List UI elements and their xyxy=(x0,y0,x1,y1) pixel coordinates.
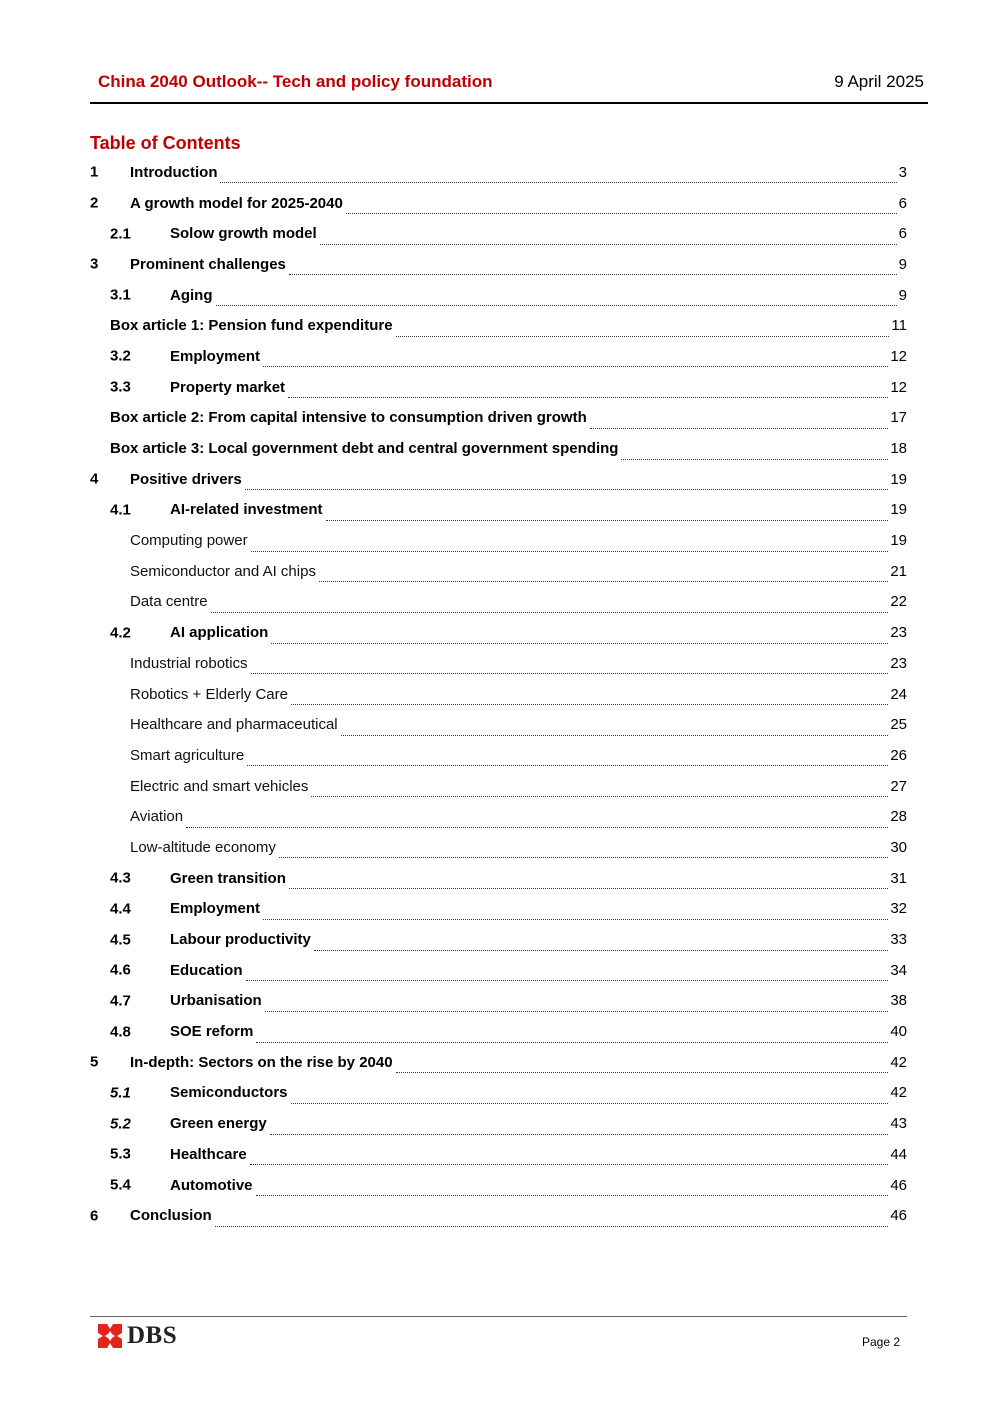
toc-entry-line xyxy=(170,894,907,925)
toc-entry-page[interactable]: 40 xyxy=(890,1023,907,1041)
toc-entry-line xyxy=(170,986,907,1017)
toc-entry-line xyxy=(130,525,907,556)
toc-entry[interactable] xyxy=(90,1139,907,1170)
toc-entry-label[interactable]: Labour productivity xyxy=(170,931,314,948)
toc-dot-leader xyxy=(251,536,889,552)
toc-entry-page[interactable]: 23 xyxy=(890,654,907,672)
toc-entry-label[interactable]: Green transition xyxy=(170,870,289,887)
toc-entry[interactable] xyxy=(90,832,907,863)
toc-entry-number: 6 xyxy=(90,1207,99,1225)
toc-entry-line xyxy=(170,1108,907,1139)
toc-entry[interactable] xyxy=(90,617,907,648)
toc-entry-line xyxy=(110,310,907,341)
toc-entry-line xyxy=(130,679,907,710)
toc-entry-label[interactable]: Conclusion xyxy=(130,1207,215,1224)
toc-entry-label[interactable]: Automotive xyxy=(170,1177,256,1194)
toc-entry-label[interactable]: Solow growth model xyxy=(170,225,320,242)
toc-entry-page[interactable]: 19 xyxy=(890,532,907,550)
toc-entry-label[interactable]: Positive drivers xyxy=(130,471,245,488)
toc-entry[interactable] xyxy=(90,1047,907,1078)
toc-entry-page[interactable]: 46 xyxy=(890,1176,907,1194)
toc-entry-page[interactable]: 19 xyxy=(890,470,907,488)
toc-entry-page[interactable]: 31 xyxy=(890,869,907,887)
toc-entry-number: 4.1 xyxy=(110,501,131,519)
toc-dot-leader xyxy=(396,1057,889,1073)
toc-dot-leader xyxy=(216,290,897,306)
toc-entry-line xyxy=(170,1170,907,1201)
toc-entry-page[interactable]: 46 xyxy=(890,1207,907,1225)
toc-entry-number: 1 xyxy=(90,163,99,181)
toc-entry-line xyxy=(130,1200,907,1231)
toc-entry[interactable] xyxy=(90,801,907,832)
toc-entry-page[interactable]: 33 xyxy=(890,931,907,949)
toc-entry-line xyxy=(130,801,907,832)
toc-entry[interactable] xyxy=(90,218,907,249)
toc-entry[interactable] xyxy=(90,556,907,587)
toc-dot-leader xyxy=(320,229,897,245)
toc-entry-line xyxy=(170,1139,907,1170)
toc-entry-number: 3.3 xyxy=(110,378,131,396)
toc-dot-leader xyxy=(250,1149,889,1165)
toc-entry-number: 2 xyxy=(90,194,99,212)
toc-entry-page[interactable]: 12 xyxy=(890,347,907,365)
toc-dot-leader xyxy=(621,444,888,460)
toc-entry-number: 4.5 xyxy=(110,931,131,949)
toc-entry-label[interactable]: Property market xyxy=(170,379,288,396)
toc-entry-line xyxy=(130,464,907,495)
toc-entry-page[interactable]: 25 xyxy=(890,716,907,734)
toc-entry-line xyxy=(110,403,907,434)
toc-entry-line xyxy=(130,1047,907,1078)
toc-entry-line xyxy=(110,433,907,464)
toc-entry-label[interactable]: Semiconductors xyxy=(170,1084,291,1101)
toc-entry-page[interactable]: 22 xyxy=(890,593,907,611)
toc-entry[interactable] xyxy=(90,310,907,341)
toc-entry-number: 4.2 xyxy=(110,624,131,642)
toc-dot-leader xyxy=(263,351,888,367)
toc-entry-number: 3 xyxy=(90,255,99,273)
toc-entry-line xyxy=(170,495,907,526)
footer-divider xyxy=(90,1316,907,1317)
toc-entry[interactable] xyxy=(90,464,907,495)
toc-dot-leader xyxy=(311,781,888,797)
toc-entry-number: 5 xyxy=(90,1053,99,1071)
toc-entry-page[interactable]: 17 xyxy=(890,409,907,427)
toc-entry-label[interactable]: Low-altitude economy xyxy=(130,839,279,856)
toc-entry-line xyxy=(170,617,907,648)
toc-entry-page[interactable]: 24 xyxy=(890,685,907,703)
toc-dot-leader xyxy=(186,812,888,828)
toc-entry[interactable] xyxy=(90,341,907,372)
toc-entry-line xyxy=(130,188,907,219)
toc-dot-leader xyxy=(271,628,888,644)
toc-entry-line xyxy=(130,587,907,618)
toc-entry-number: 4 xyxy=(90,470,99,488)
toc-entry-label[interactable]: AI application xyxy=(170,624,271,641)
toc-entry-label[interactable]: Introduction xyxy=(130,164,220,181)
toc-dot-leader xyxy=(289,259,897,275)
toc-entry-label[interactable]: In-depth: Sectors on the rise by 2040 xyxy=(130,1054,396,1071)
toc-entry-line xyxy=(170,280,907,311)
toc-entry-line xyxy=(130,832,907,863)
toc-dot-leader xyxy=(211,597,889,613)
toc-entry-label[interactable]: Urbanisation xyxy=(170,992,265,1009)
toc-entry-label[interactable]: Robotics + Elderly Care xyxy=(130,686,291,703)
toc-entry-page[interactable]: 38 xyxy=(890,992,907,1010)
toc-entry-label[interactable]: AI-related investment xyxy=(170,501,326,518)
toc-entry-label[interactable]: SOE reform xyxy=(170,1023,256,1040)
toc-entry[interactable] xyxy=(90,1170,907,1201)
toc-entry-page[interactable]: 6 xyxy=(898,194,907,212)
toc-entry-number: 5.3 xyxy=(110,1145,131,1163)
toc-entry-page[interactable]: 23 xyxy=(890,624,907,642)
toc-entry[interactable] xyxy=(90,709,907,740)
toc-entry-label[interactable]: A growth model for 2025-2040 xyxy=(130,195,346,212)
toc-entry[interactable] xyxy=(90,372,907,403)
toc-dot-leader xyxy=(291,1088,889,1104)
toc-entry-page[interactable]: 11 xyxy=(891,317,907,335)
toc-entry[interactable] xyxy=(90,740,907,771)
toc-entry-number: 5.4 xyxy=(110,1176,131,1194)
toc-entry[interactable] xyxy=(90,1108,907,1139)
toc-entry-label[interactable]: Box article 1: Pension fund expenditure xyxy=(110,317,396,334)
toc-entry[interactable] xyxy=(90,1200,907,1231)
toc-entry-label[interactable]: Semiconductor and AI chips xyxy=(130,563,319,580)
toc-entry[interactable] xyxy=(90,525,907,556)
page-header xyxy=(90,68,928,104)
toc-entry-page[interactable]: 12 xyxy=(890,378,907,396)
toc-entry-label[interactable]: Box article 3: Local government debt and central government spending xyxy=(110,440,621,457)
toc-entry-label[interactable]: Prominent challenges xyxy=(130,256,289,273)
toc-entry-number: 4.8 xyxy=(110,1023,131,1041)
toc-entry-line xyxy=(130,556,907,587)
page-number: Page 2 xyxy=(862,1335,901,1349)
toc-entry-page[interactable]: 27 xyxy=(890,777,907,795)
toc-entry-label[interactable]: Computing power xyxy=(130,532,251,549)
toc-entry-page[interactable]: 32 xyxy=(890,900,907,918)
toc-entry-label[interactable]: Industrial robotics xyxy=(130,655,251,672)
toc-dot-leader xyxy=(270,1119,889,1135)
toc-entry-line xyxy=(130,249,907,280)
toc-dot-leader xyxy=(247,750,888,766)
toc-entry[interactable] xyxy=(90,403,907,434)
toc-entry[interactable] xyxy=(90,249,907,280)
table-of-contents xyxy=(90,157,907,1231)
toc-entry-label[interactable]: Data centre xyxy=(130,593,211,610)
toc-entry-page[interactable]: 43 xyxy=(890,1115,907,1133)
toc-entry-page[interactable]: 26 xyxy=(890,746,907,764)
toc-entry-number: 2.1 xyxy=(110,225,131,243)
toc-dot-leader xyxy=(263,904,888,920)
toc-entry-label[interactable]: Electric and smart vehicles xyxy=(130,778,311,795)
report-date: 9 April 2025 xyxy=(834,72,924,91)
dbs-logo-text: DBS xyxy=(127,1322,178,1349)
toc-dot-leader xyxy=(346,198,897,214)
toc-dot-leader xyxy=(590,413,889,429)
toc-entry-label[interactable]: Box article 2: From capital intensive to consumption driven growth xyxy=(110,409,590,426)
toc-entry[interactable] xyxy=(90,771,907,802)
toc-entry[interactable] xyxy=(90,924,907,955)
toc-dot-leader xyxy=(245,474,889,490)
toc-entry-label[interactable]: Education xyxy=(170,962,246,979)
toc-entry-label[interactable]: Aging xyxy=(170,287,216,304)
toc-entry[interactable] xyxy=(90,679,907,710)
toc-entry-page[interactable]: 30 xyxy=(890,838,907,856)
toc-dot-leader xyxy=(289,873,888,889)
toc-dot-leader xyxy=(220,167,896,183)
toc-entry-number: 5.1 xyxy=(110,1084,131,1102)
toc-entry-line xyxy=(130,709,907,740)
toc-dot-leader xyxy=(251,658,889,674)
toc-dot-leader xyxy=(319,566,888,582)
toc-entry-label[interactable]: Healthcare xyxy=(170,1146,250,1163)
toc-entry-page[interactable]: 34 xyxy=(890,961,907,979)
toc-entry-page[interactable]: 6 xyxy=(898,225,907,243)
toc-dot-leader xyxy=(246,965,889,981)
toc-dot-leader xyxy=(288,382,888,398)
toc-entry-page[interactable]: 9 xyxy=(898,255,907,273)
toc-entry-number: 3.2 xyxy=(110,347,131,365)
toc-entry-line xyxy=(130,157,907,188)
toc-dot-leader xyxy=(256,1027,888,1043)
toc-entry-label[interactable]: Smart agriculture xyxy=(130,747,247,764)
toc-entry-number: 4.4 xyxy=(110,900,131,918)
toc-entry[interactable] xyxy=(90,587,907,618)
toc-entry-number: 4.3 xyxy=(110,869,131,887)
toc-dot-leader xyxy=(291,689,888,705)
toc-entry[interactable] xyxy=(90,986,907,1017)
toc-entry[interactable] xyxy=(90,863,907,894)
toc-entry-line xyxy=(130,648,907,679)
toc-entry[interactable] xyxy=(90,1078,907,1109)
toc-entry-line xyxy=(170,1078,907,1109)
toc-dot-leader xyxy=(279,842,888,858)
toc-entry-page[interactable]: 28 xyxy=(890,808,907,826)
toc-entry-number: 4.7 xyxy=(110,992,131,1010)
toc-heading: Table of Contents xyxy=(90,133,241,153)
toc-entry-page[interactable]: 3 xyxy=(898,163,907,181)
toc-entry-line xyxy=(130,771,907,802)
toc-entry[interactable] xyxy=(90,495,907,526)
dbs-star-icon xyxy=(98,1324,122,1348)
toc-entry[interactable] xyxy=(90,433,907,464)
toc-entry-line xyxy=(170,218,907,249)
toc-dot-leader xyxy=(396,321,890,337)
toc-entry[interactable] xyxy=(90,894,907,925)
toc-entry-line xyxy=(170,341,907,372)
dbs-logo xyxy=(98,1322,177,1350)
toc-dot-leader xyxy=(326,505,889,521)
toc-dot-leader xyxy=(256,1180,889,1196)
toc-entry-line xyxy=(130,740,907,771)
toc-entry-line xyxy=(170,955,907,986)
toc-entry-number: 5.2 xyxy=(110,1115,131,1133)
toc-entry[interactable] xyxy=(90,188,907,219)
toc-entry[interactable] xyxy=(90,1016,907,1047)
toc-entry-line xyxy=(170,372,907,403)
toc-dot-leader xyxy=(215,1211,889,1227)
toc-entry-label[interactable]: Employment xyxy=(170,348,263,365)
toc-entry[interactable] xyxy=(90,280,907,311)
toc-dot-leader xyxy=(265,996,889,1012)
toc-dot-leader xyxy=(314,935,888,951)
toc-entry-page[interactable]: 18 xyxy=(890,440,907,458)
toc-entry-page[interactable]: 21 xyxy=(890,562,907,580)
toc-entry-line xyxy=(170,924,907,955)
toc-entry-label[interactable]: Employment xyxy=(170,900,263,917)
toc-entry-page[interactable]: 42 xyxy=(890,1084,907,1102)
toc-entry-label[interactable]: Aviation xyxy=(130,808,186,825)
toc-entry-page[interactable]: 19 xyxy=(890,501,907,519)
toc-entry-number: 3.1 xyxy=(110,286,131,304)
toc-entry-page[interactable]: 42 xyxy=(890,1053,907,1071)
report-title: China 2040 Outlook-- Tech and policy foundation xyxy=(98,72,493,91)
toc-entry[interactable] xyxy=(90,648,907,679)
toc-entry-line xyxy=(170,1016,907,1047)
toc-entry[interactable] xyxy=(90,955,907,986)
toc-entry[interactable] xyxy=(90,157,907,188)
toc-entry-number: 4.6 xyxy=(110,961,131,979)
toc-entry-label[interactable]: Healthcare and pharmaceutical xyxy=(130,716,341,733)
toc-entry-page[interactable]: 44 xyxy=(890,1145,907,1163)
toc-dot-leader xyxy=(341,720,889,736)
toc-entry-page[interactable]: 9 xyxy=(898,286,907,304)
toc-entry-line xyxy=(170,863,907,894)
toc-entry-label[interactable]: Green energy xyxy=(170,1115,270,1132)
